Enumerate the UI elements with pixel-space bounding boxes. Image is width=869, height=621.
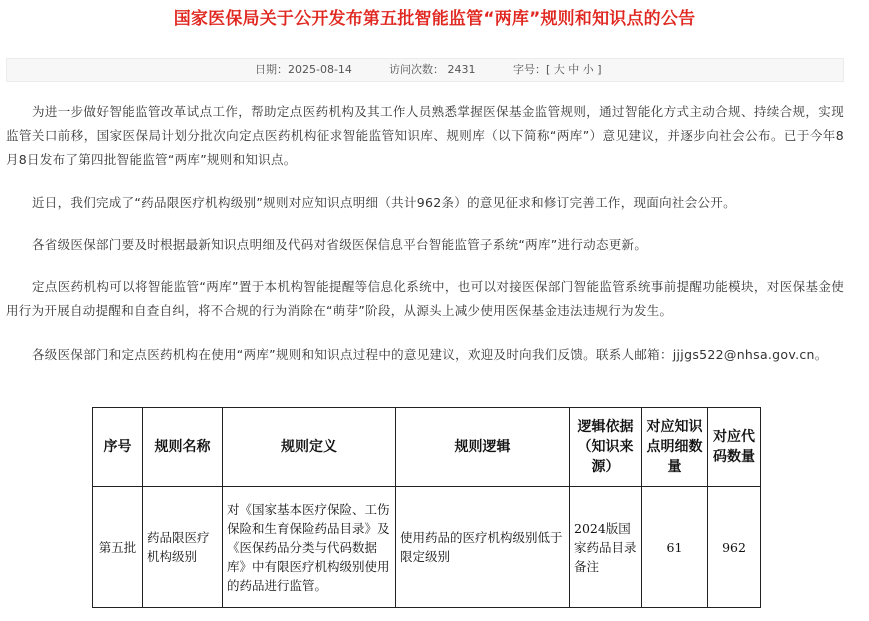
body-paragraph: 为进一步做好智能监管改革试点工作，帮助定点医药机构及其工作人员熟悉掌握医保基金监管规则，通过智能化方式主动合规、持续合规，实现监管关口前移，国家医保局计划分批次向定点医药机构征求智能监管知识库、规则库（以下简称“两库”）意见建议，并逐步向社会公布。已于今年8月8日发布了第四批智能监管“两库”规则和知识点。 [6, 104, 844, 167]
table-header-cell: 对应代码数量 [708, 408, 761, 487]
table-cell-knowledge-count: 61 [642, 487, 708, 608]
table-header-cell: 对应知识点明细数量 [642, 408, 708, 487]
rules-table [92, 407, 761, 608]
table-header-cell: 规则定义 [223, 408, 396, 487]
article-meta-bar [6, 58, 844, 82]
body-paragraph: 各省级医保部门要及时根据最新知识点明细及代码对省级医保信息平台智能监管子系统“两库”进行动态更新。 [32, 237, 648, 252]
body-paragraph: 近日，我们完成了“药品限医疗机构级别”规则对应知识点明细（共计962条）的意见征求和修订完善工作，现面向社会公开。 [32, 195, 736, 210]
body-paragraph: 定点医药机构可以将智能监管“两库”置于本机构智能提醒等信息化系统中，也可以对接医保部门智能监管系统事前提醒功能模块，对医保基金使用行为开展自动提醒和自查自纠，将不合规的行为消除在“萌芽”阶段，从源头上减少使用医保基金违法违规行为发生。 [6, 279, 844, 318]
contact-text: 各级医保部门和定点医药机构在使用“两库”规则和知识点过程中的意见建议，欢迎及时向我们反馈。联系人邮箱： [32, 347, 673, 362]
contact-paragraph [6, 343, 844, 367]
table-cell-code-count: 962 [708, 487, 761, 608]
font-size-label: 字号： [513, 63, 546, 76]
table-cell-batch: 第五批 [93, 487, 143, 608]
table-cell-rule-logic: 使用药品的医疗机构级别低于限定级别 [396, 487, 570, 608]
contact-email[interactable]: jjjgs522@nhsa.gov.cn [672, 347, 815, 362]
font-size-large-link[interactable]: 大 [553, 63, 565, 76]
table-cell-rule-name: 药品限医疗机构级别 [143, 487, 223, 608]
font-size-small-link[interactable]: 小 [582, 63, 594, 76]
table-header-cell: 逻辑依据（知识来源） [570, 408, 642, 487]
table-row [93, 487, 761, 608]
table-header-row [93, 408, 761, 487]
table-header-cell: 序号 [93, 408, 143, 487]
font-size-medium-link[interactable]: 中 [568, 63, 580, 76]
font-size-close-bracket: ] [597, 63, 602, 76]
table-header-cell: 规则逻辑 [396, 408, 570, 487]
font-size-open-bracket: [ [546, 63, 551, 76]
font-size-switcher [513, 59, 602, 81]
publish-date: 日期：2025-08-14 [255, 63, 352, 76]
table-cell-logic-basis: 2024版国家药品目录备注 [570, 487, 642, 608]
table-cell-rule-definition: 对《国家基本医疗保险、工伤保险和生育保险药品目录》及《医保药品分类与代码数据库》中有限医疗机构级别使用的药品进行监管。 [223, 487, 396, 608]
table-header-cell: 规则名称 [143, 408, 223, 487]
visit-count: 访问次数： 2431 [389, 63, 476, 76]
article-title: 国家医保局关于公开发布第五批智能监管“两库”规则和知识点的公告 [173, 9, 696, 29]
contact-end: 。 [814, 347, 828, 362]
